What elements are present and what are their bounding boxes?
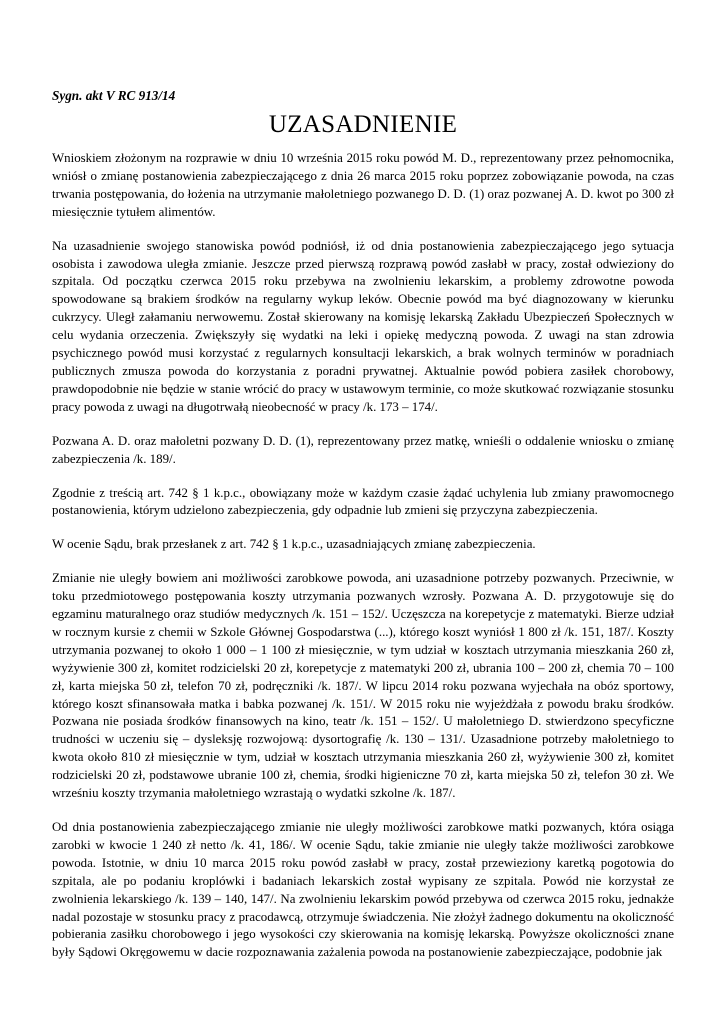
paragraph-4: Zgodnie z treścią art. 742 § 1 k.p.c., obowiązany może w każdym czasie żądać uchylenia lub zmiany prawomocnego postanowienia, którym udzielono zabezpieczenia, gdy odpadnie lub zmieni się przyczyna zabezpieczenia. xyxy=(52,485,674,518)
paragraph-3: Pozwana A. D. oraz małoletni pozwany D. D. (1), reprezentowany przez matkę, wnieśli o oddalenie wniosku o zmianę zabezpieczenia /k. 189/. xyxy=(52,433,674,466)
paragraph-6: Zmianie nie uległy bowiem ani możliwości zarobkowe powoda, ani uzasadnione potrzeby pozwanych. Przeciwnie, w toku przedmiotowego postępowania koszty utrzymania pozwanych wzrosły. Pozwana A. D. przygotowuje się do egzaminu maturalnego oraz studiów medycznych /k. 151 – 152/. Uczęszcza na korepetycje z matematyki. Bierze udział w rocznym kursie z chemii w Szkole Głównej Gospodarstwa (...), którego koszt wyniósł 1 800 zł /k. 151, 187/. Koszty utrzymania pozwanej to około 1 000 – 1 100 zł miesięcznie, w tym udział w kosztach utrzymania mieszkania 260 zł, wyżywienie 300 zł, komitet rodzicielski 20 zł, korepetycje z matematyki 200 zł, ubrania 100 – 200 zł, chemia 70 – 100 zł, karta miejska 50 zł, telefon 70 zł, podręczniki /k. 187/. W lipcu 2014 roku pozwana wyjechała na obóz sportowy, którego koszt sfinansowała matka i babka pozwanej /k. 151/. W 2015 roku nie wyjeżdżała z powodu braku środków. Pozwana nie posiada środków finansowych na kino, teatr /k. 151 – 152/. U małoletniego D. stwierdzono specyficzne trudności w uczeniu się – dysleksję rozwojową: dysortografię /k. 130 – 131/. Uzasadnione potrzeby małoletniego to kwota około 810 zł miesięcznie w tym, udział w kosztach utrzymania mieszkania 260 zł, wyżywienie 300 zł, komitet rodzicielski 20 zł, podstawowe ubranie 100 zł, chemia, środki higieniczne 70 zł, karta miejska 50 zł, telefon 30 zł. We wrześniu koszty trzymania małoletniego wzrastają o wydatki szkolne /k. 187/. xyxy=(52,571,674,801)
paragraph-2: Na uzasadnienie swojego stanowiska powód podniósł, iż od dnia postanowienia zabezpieczającego jego sytuacja osobista i zawodowa uległa zmianie. Jeszcze przed pierwszą rozprawą powód zasłabł w pracy, został odwieziony do szpitala. Od początku czerwca 2015 roku przebywa na zwolnieniu lekarskim, a problemy zdrowotne powoda spowodowane są brakiem środków na regularny wykup leków. Obecnie powód ma być diagnozowany w kierunku cukrzycy. Uległ załamaniu nerwowemu. Został skierowany na komisję lekarską Zakładu Ubezpieczeń Społecznych w celu wydania orzeczenia. Zwiększyły się wydatki na leki i opiekę medyczną powoda. Z uwagi na stan zdrowia psychicznego powód musi korzystać z regularnych konsultacji lekarskich, a brak wolnych terminów w poradniach publicznych zmusza powoda do korzystania z poradni prywatnej. Aktualnie powód pobiera zasiłek chorobowy, prawdopodobnie nie będzie w stanie wrócić do pracy w ustawowym terminie, co może skutkować rozwiązanie stosunku pracy powoda z uwagi na długotrwałą nieobecność w pracy /k. 173 – 174/. xyxy=(52,238,674,414)
paragraph-1: Wnioskiem złożonym na rozprawie w dniu 10 września 2015 roku powód M. D., reprezentowany przez pełnomocnika, wniósł o zmianę postanowienia zabezpieczającego z dnia 26 marca 2015 roku poprzez zobowiązanie powoda, na czas trwania postępowania, do łożenia na utrzymanie małoletniego pozwanego D. D. (1) oraz pozwanej A. D. kwot po 300 zł miesięcznie tytułem alimentów. xyxy=(52,151,674,219)
paragraph-5: W ocenie Sądu, brak przesłanek z art. 742 § 1 k.p.c., uzasadniających zmianę zabezpieczenia. xyxy=(52,537,536,552)
case-reference: Sygn. akt V RC 913/14 xyxy=(52,88,176,103)
document-title: UZASADNIENIE xyxy=(268,111,458,138)
paragraph-7: Od dnia postanowienia zabezpieczającego zmianie nie uległy możliwości zarobkowe matki pozwanych, która osiąga zarobki w kwocie 1 240 zł netto /k. 41, 186/. W ocenie Sądu, takie zmianie nie uległy także możliwości zarobkowe powoda. Istotnie, w dniu 10 marca 2015 roku powód zasłabł w pracy, został przewieziony karetką pogotowia do szpitala, ale po podaniu kroplówki i badaniach lekarskich został wypisany ze szpitala. Powód nie korzystał ze zwolnienia lekarskiego /k. 139 – 140, 147/. Na zwolnieniu lekarskim powód przebywa od czerwca 2015 roku, jednakże nadal pozostaje w stosunku pracy z pracodawcą, otrzymuje świadczenia. Nie złożył żadnego dokumentu na okoliczność pobierania zasiłku chorobowego i jego wysokości czy skierowania na komisję lekarską. Powyższe okoliczności znane były Sądowi Okręgowemu w dacie rozpoznawania zażalenia powoda na postanowienie zabezpieczające, podobnie jak xyxy=(52,820,674,960)
document-page xyxy=(52,88,674,978)
